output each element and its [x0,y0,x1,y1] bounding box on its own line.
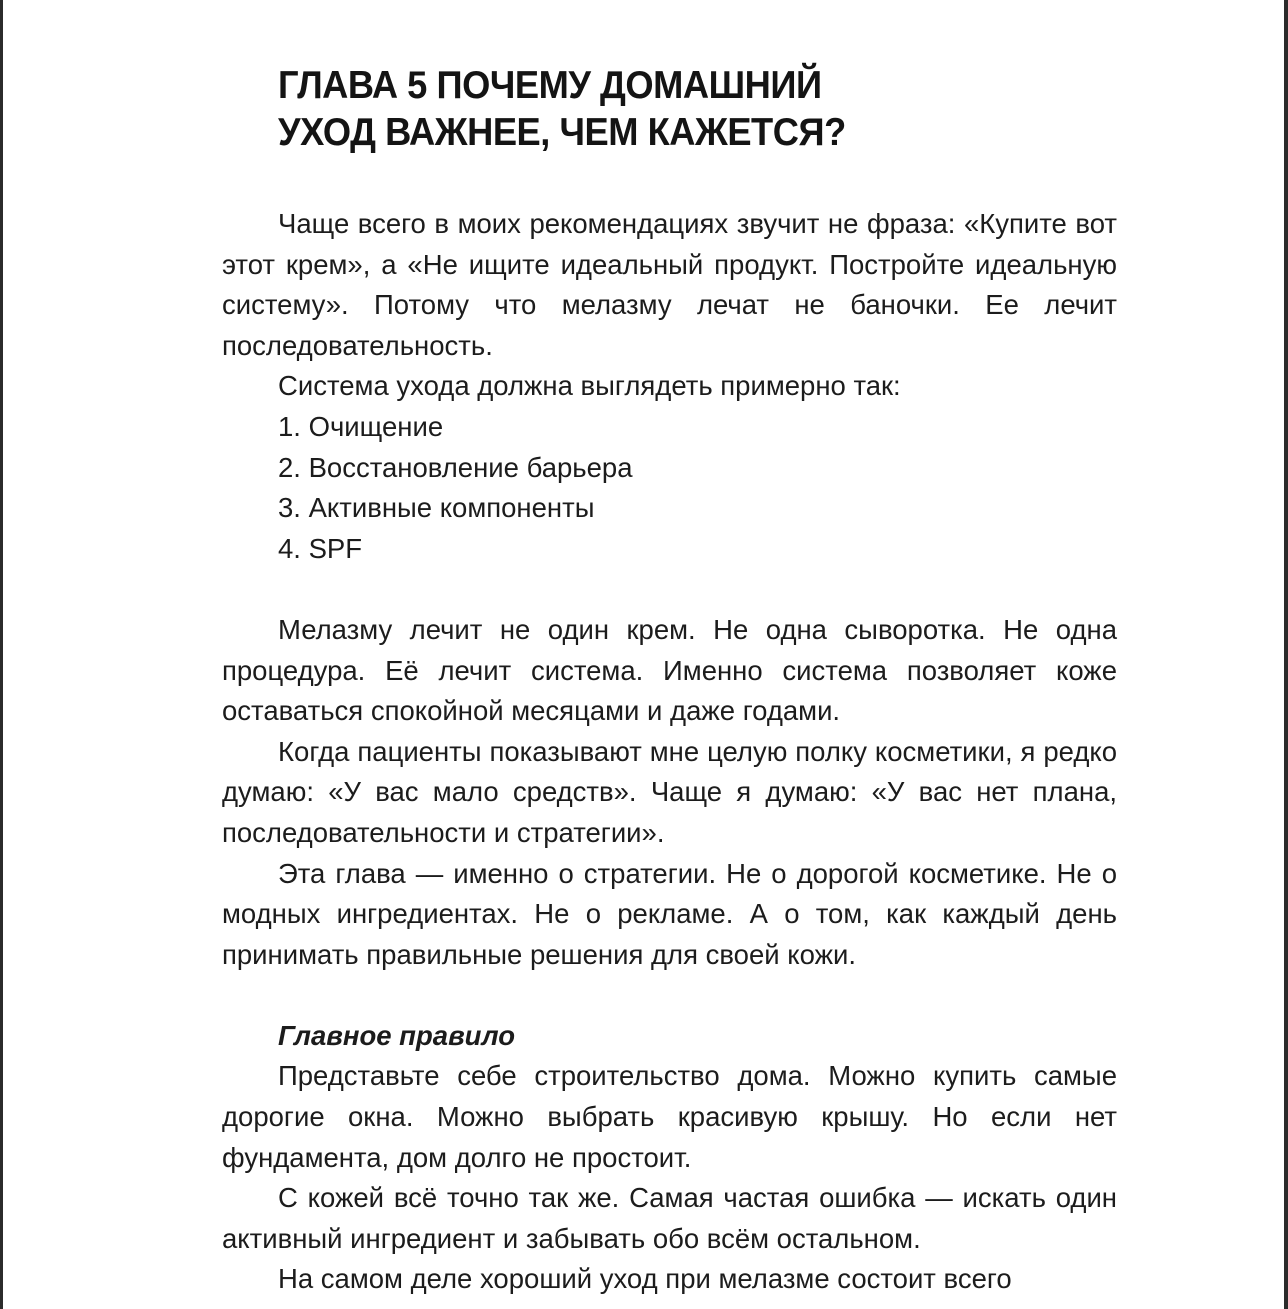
page-edge-left [0,0,3,1309]
list-item: 3. Активные компоненты [278,492,595,524]
care-steps-list [222,407,1117,569]
paragraph-system-intro: Система ухода должна выглядеть примерно так: [278,370,901,402]
page-edge-right [1284,0,1288,1309]
spacer [222,569,1117,610]
list-item: 4. SPF [278,532,363,564]
paragraph-intro: Чаще всего в моих рекомендациях звучит не фраза: «Купите вот этот крем», а «Не ищите идеальный продукт. Постройте идеальную систему». Потому что мелазму лечат не баночки. Ее лечит последовательность. [222,208,1117,361]
list-item: 2. Восстановление барьера [278,451,633,483]
list-item: 1. Очищение [278,410,444,442]
book-page [222,0,1117,1300]
paragraph-strategy: Эта глава — именно о стратегии. Не о дорогой косметике. Не о модных ингредиентах. Не о рекламе. А о том, как каждый день принимать правильные решения для своей кожи. [222,857,1117,970]
chapter-title-line-2: УХОД ВАЖНЕЕ, ЧЕМ КАЖЕТСЯ? [278,111,846,154]
paragraph-good-care: На самом деле хороший уход при мелазме состоит всего [278,1263,1012,1295]
chapter-title-line-1: ГЛАВА 5 ПОЧЕМУ ДОМАШНИЙ [278,64,822,107]
chapter-title [278,62,929,156]
paragraph-system: Мелазму лечит не один крем. Не одна сыворотка. Не одна процедура. Её лечит система. Именно система позволяет коже оставаться спокойной месяцами и даже годами. [222,613,1117,727]
chapter-body [222,204,1117,1300]
paragraph-patients: Когда пациенты показывают мне целую полку косметики, я редко думаю: «У вас мало средств». Чаще я думаю: «У вас нет плана, последовательности и стратегии». [222,735,1117,848]
paragraph-house: Представьте себе строительство дома. Можно купить самые дорогие окна. Можно выбрать красивую крышу. Но если нет фундамента, дом долго не простоит. [222,1060,1117,1173]
paragraph-skin: С кожей всё точно так же. Самая частая ошибка — искать один активный ингредиент и забывать обо всём остальном. [222,1182,1117,1254]
subheading-main-rule: Главное правило [278,1019,516,1051]
spacer [222,975,1117,1016]
